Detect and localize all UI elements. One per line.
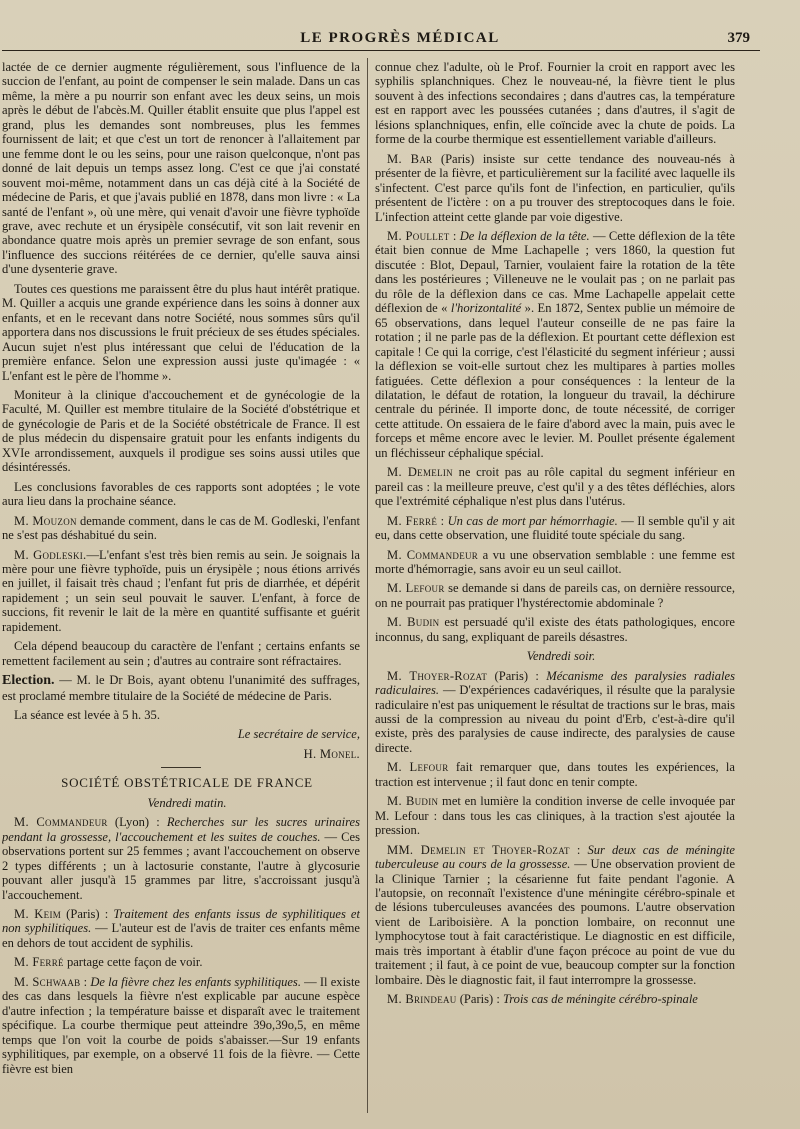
section-subtitle: Vendredi matin. bbox=[147, 795, 227, 810]
signature-role: Le secrétaire de service, bbox=[237, 727, 360, 742]
paragraph-text: — M. le Dr Bois, ayant obtenu l'unanimité des suffrages, est proclamé membre titulaire de la Société de médecine de Paris. bbox=[2, 673, 360, 703]
separator: : bbox=[449, 228, 460, 243]
paragraph bbox=[375, 229, 735, 460]
page-header bbox=[0, 30, 800, 52]
paragraph bbox=[2, 907, 360, 950]
paragraph: La séance est levée à 5 h. 35. bbox=[14, 708, 160, 723]
paragraph-text: a vu une observation semblable : une femme est morte d'hémorragie, sans avoir eu un seul caillot. bbox=[375, 547, 735, 576]
communication-title: Mécanisme des paralysies radiales radiculaires. bbox=[375, 668, 735, 698]
speaker-name: M. Thoyer-Rozat bbox=[387, 668, 488, 683]
paragraph bbox=[375, 465, 735, 508]
speaker-name: M. Lefour bbox=[387, 581, 445, 596]
location: (Paris) : bbox=[487, 668, 547, 683]
speaker-name: M. Ferré bbox=[14, 955, 64, 970]
speaker-name: M. Budin bbox=[387, 615, 440, 630]
speaker-name: M. Mouzon bbox=[14, 513, 77, 528]
speaker-name: M. Lefour bbox=[387, 760, 449, 775]
paragraph bbox=[375, 992, 735, 1006]
paragraph-text: — Cette déflexion de la tête était bien connue de Mme Lachapelle ; vers 1860, la question fut discutée : Blot, Depaul, Tarnier, voulaient faire la rotation de la tête dans les postérieures ; Villeneuve ne le voulait pas ; on ne parlait pas du rôle de la déflexion dans ce cas. Mme Lachapelle appelait cette déflexion de « bbox=[375, 228, 735, 316]
communication-title: Traitement des enfants issus de syphilitiques et non syphilitiques. bbox=[2, 907, 360, 936]
paragraph-text: — L'auteur est de l'avis de traiter ces enfants même en dehors de tout accident de syphilis. bbox=[2, 921, 360, 950]
paragraph bbox=[375, 514, 735, 543]
separator: : bbox=[437, 513, 448, 528]
speaker-name: M. Budin bbox=[387, 794, 439, 809]
paragraph bbox=[375, 843, 735, 988]
paragraph-text: est persuadé qu'il existe des états pathologiques, encore inconnus, du sang, expliquant de pareils désastres. bbox=[375, 615, 735, 644]
paragraph: connue chez l'adulte, où le Prof. Fournier la croit en rapport avec les syphilis splanchniques. Chez le nouveau-né, la fièvre tient le plus souvent à des infections secondaires ; dans d'autres cas, la température est en rapport avec les poussées cutanées ; dans d'autres, il s'agit de lésions splanchniques, enfin, elle coïncide avec la chute de poids. La forme de la courbe thermique est essentiellement variable d'ailleurs. bbox=[375, 60, 735, 147]
separator: : bbox=[80, 974, 91, 989]
section-title: SOCIÉTÉ OBSTÉTRICALE DE FRANCE bbox=[61, 775, 313, 791]
speaker-name: MM. Demelin et Thoyer-Rozat bbox=[387, 842, 570, 857]
communication-title: De la déflexion de la tête. bbox=[459, 228, 590, 243]
paragraph: lactée de ce dernier augmente régulièrement, sous l'influence de la succion de l'enfant, au point de compenser le sein malade. Dans un cas même, la mère a pu nourrir son enfant avec les deux seins, un mois après le début de l'abcès.M. Quiller établit ensuite que plus l'appel est grand, plus les demandes sont nombreuses, plus les femmes fournissent de lait; et que c'est un tort de renoncer à l'allaitement par une femme dont le ou les seins, pour une raison quelconque, n'ont pas donné de lait depuis un temps assez long. C'est ce que j'ai constaté souvent moi-même, notamment dans un cas déjà cité à la Société de médecine de Paris, et que j'avais publié en 1878, dans mon livre : « La santé de l'enfant », où une mère, qui venait d'avoir une fièvre typhoïde grave, avec rechute et un érysipèle consécutif, vit son lait revenir en abondance quatre mois après un premier sevrage de son enfant, sous l'influence des succions réitérées de ce dernier, qu'elle sauva ainsi d'une dysenterie grave. bbox=[2, 60, 360, 277]
paragraph: Cela dépend beaucoup du caractère de l'enfant ; certains enfants se remettent facilement au sein ; d'autres au contraire sont réfractaires. bbox=[2, 639, 360, 668]
paragraph bbox=[2, 815, 360, 902]
speaker-name: M. Bar bbox=[387, 151, 433, 166]
paragraph-text: — Il semble qu'il y ait eu, dans cette observation, une fluidité toute spéciale du sang. bbox=[375, 513, 735, 543]
paragraph-text: se demande si dans de pareils cas, on dernière ressource, on ne pourrait pas pratiquer l'hystérectomie abdominale ? bbox=[375, 581, 735, 610]
section-subtitle: Vendredi soir. bbox=[526, 649, 596, 664]
paragraph bbox=[2, 548, 360, 635]
paragraph bbox=[2, 514, 360, 543]
paragraph-text: fait remarquer que, dans toutes les expériences, la traction est intervenue ; il faut donc en tenir compte. bbox=[375, 760, 735, 789]
paragraph-text: met en lumière la condition inverse de celle invoquée par M. Lefour : dans tous les cas cliniques, à la traction s'est ajoutée la pression. bbox=[375, 794, 735, 838]
paragraph-text: — Une observation provient de la Clinique Tarnier ; la césarienne fut faite pendant l'agonie. A l'autopsie, on reconnaît l'existence d'une méningite cérébro-spinale et de lésions tuberculeuses avancées des poumons. L'autre observation vient de Lariboisière. A la ponction lombaire, on reconnut une lymphocytose tout à fait caractéristique. Le diagnostic en est difficile, mais très important à établir d'une façon précoce au point de vue du traitement ; il faut, à ce point de vue, beaucoup compter sur la fonction lombaire. Dès le diagnostic fait, il faut interrompre la grossesse. bbox=[375, 857, 735, 987]
paragraph: Moniteur à la clinique d'accouchement et de gynécologie de la Faculté, M. Quiller est membre titulaire de la Société d'obstétrique et de gynécologie de Paris et de la Société obstétricale de France. Il est de plus médecin du dispensaire gratuit pour les enfants indigents du XVIe arrondissement, auxquels il prodigue ses soins aussi utiles que désintéressés. bbox=[2, 387, 360, 475]
communication-title: Trois cas de méningite cérébro-spinale bbox=[502, 992, 698, 1007]
speaker-name: M. Schwaab bbox=[14, 974, 81, 989]
paragraph-text: ». En 1872, Sentex publie un mémoire de 65 observations, dans lequel l'auteur conseille de ne pas faire la rotation ; il ne parle pas de la déflexion. Et pourtant cette déflexion est capitale ! Ce qui la corrige, c'est l'élasticité du segment inférieur ; aussi la déflexion se voit-elle surtout chez les multipares à parties molles fatiguées. Cette déflexion a pour conséquences : la lenteur de la dilatation, le défaut de rotation, la longueur du travail, la déchirure centrale du périnée. Il importe donc, de toute nécessité, de corriger cette attitude. On essaiera de le faire d'abord avec la main, puis avec le forceps et même encore avec le levier. M. Poullet présente également un fléchisseur céphalique spécial. bbox=[375, 301, 735, 460]
paragraph bbox=[2, 975, 360, 1076]
paragraph-text: — D'expériences cadavériques, il résulte que la paralysie radiculaire n'est pas uniquement le résultat de tractions sur le bras, mais aussi de la compression au niveau du point d'Erb, c'est-à-dire qu'il existe, près des paralysies de cause indirecte, des paralysies de cause directe. bbox=[375, 683, 735, 755]
paragraph bbox=[375, 152, 735, 224]
communication-title: Recherches sur les sucres urinaires pendant la grossesse, l'accouchement et les suites de couches. bbox=[2, 815, 360, 844]
left-column bbox=[2, 60, 360, 1115]
paragraph-text: partage cette façon de voir. bbox=[63, 955, 203, 970]
right-column bbox=[375, 60, 735, 1115]
speaker-name: M. Poullet bbox=[387, 228, 450, 243]
paragraph-text: — Ces observations portent sur 25 femmes ; avant l'accouchement on observe 2 types différents ; un à lactosurie constante, l'autre à glycosurie pouvant aller jusqu'à 15 grammes par litre, s'accroissant jusqu'à l'accouchement. bbox=[2, 829, 360, 902]
election-label: Election. bbox=[2, 673, 55, 689]
separator: : bbox=[569, 842, 588, 857]
paragraph-text: —L'enfant s'est très bien remis au sein. Je soignais la mère pour une fièvre typhoïde, puis un érysipèle ; nous étions arrivés en juillet, il faisait très chaud ; l'enfant fut pris de diarrhée, et dépérit rapidement ; un sein seul pouvait le sauver. L'enfant, à force de succions, fit revenir le lait de la mère en quantité suffisante et guérit rapidement. bbox=[2, 547, 360, 634]
communication-title: Un cas de mort par hémorrhagie. bbox=[447, 513, 618, 528]
speaker-name: M. Brindeau bbox=[387, 992, 457, 1007]
running-head: LE PROGRÈS MÉDICAL bbox=[300, 30, 500, 46]
paragraph: Les conclusions favorables de ces rapports sont adoptées ; le vote aura lieu dans la prochaine séance. bbox=[2, 479, 360, 509]
speaker-name: M. Godleski. bbox=[14, 547, 87, 562]
paragraph bbox=[375, 615, 735, 644]
paragraph bbox=[2, 673, 360, 703]
communication-title: De la fièvre chez les enfants syphilitiques. bbox=[90, 974, 301, 989]
location: (Lyon) : bbox=[107, 815, 167, 830]
section-divider bbox=[161, 767, 201, 768]
paragraph bbox=[375, 669, 735, 756]
speaker-name: M. Demelin bbox=[387, 465, 453, 480]
paragraph-text: demande comment, dans le cas de M. Godleski, l'enfant ne s'est pas déshabitué du sein. bbox=[2, 513, 360, 543]
location: (Paris) : bbox=[61, 907, 114, 922]
header-rule bbox=[2, 50, 760, 51]
communication-title: Sur deux cas de méningite tuberculeuse au cours de la grossesse. bbox=[375, 842, 735, 872]
location: (Paris) : bbox=[456, 992, 503, 1007]
page-number: 379 bbox=[727, 30, 750, 46]
paragraph bbox=[2, 955, 360, 969]
paragraph bbox=[375, 581, 735, 610]
speaker-name: M. Keim bbox=[14, 907, 62, 922]
signature-name: H. Monel. bbox=[303, 746, 360, 761]
paragraph bbox=[375, 760, 735, 789]
paragraph bbox=[375, 794, 735, 837]
speaker-name: M. Commandeur bbox=[387, 547, 479, 562]
speaker-name: M. Ferré bbox=[387, 513, 438, 528]
paragraph-text: ne croit pas au rôle capital du segment inférieur en pareil cas : la meilleure preuve, c'est qu'il y a des têtes défléchies, alors que l'extrémité céphalique n'est plus dans l'utérus. bbox=[375, 465, 735, 509]
paragraph: Toutes ces questions me paraissent être du plus haut intérêt pratique. M. Quiller a acquis une grande expérience dans les soins à donner aux enfants, et en le recevant dans notre Société, nous sommes sûrs qu'il apportera dans nos discussions le fruit précieux de ses études spéciales. Aucun sujet n'est plus intéressant que celui de l'éducation de la première enfance. Selon une expression aussi juste qu'imagée : « L'enfant est le père de l'homme ». bbox=[2, 281, 360, 383]
column-divider bbox=[367, 58, 368, 1113]
paragraph-text: — Il existe des cas dans lesquels la fièvre n'est explicable par aucune espèce d'autre infection ; la température baisse et disparaît avec le traitement spécifique. La courbe thermique peut atteindre 39o,39o,5, en même temps que l'on voit la courbe de poids s'abaisser.—Sur 19 enfants syphilitiques, par exemple, on a observé 11 fois de la fièvre. — Cette fièvre est bien bbox=[2, 974, 360, 1076]
paragraph bbox=[375, 548, 735, 577]
speaker-name: M. Commandeur bbox=[14, 815, 108, 830]
paragraph-text: (Paris) insiste sur cette tendance des nouveau-nés à présenter de la fièvre, et particulièrement sur la facilité avec laquelle ils s'infectent. C'est parce qu'ils font de l'infection, en particulier, qu'ils présentent de l'ictère : on a pu trouver des streptocoques dans le foie. L'infection atteint cette glande par voie digestive. bbox=[375, 151, 735, 224]
quoted-term: l'horizontalité bbox=[450, 301, 522, 316]
